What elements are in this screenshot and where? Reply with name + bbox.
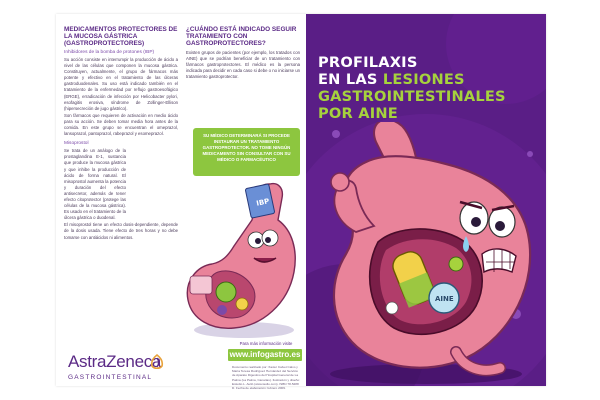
cover-title (318, 54, 543, 122)
aine-pill-label: AINE (435, 295, 454, 303)
paragraph-ibp-2: Son fármacos que requieren de activación en medio ácido para su acción. Se deben tomar media hora antes de la comida. En este grupo se encuentran el omeprazol, lansoprazol, pantoprazol, rabeprazol y esomeprazol. (64, 112, 178, 137)
warning-box: SU MÉDICO DETERMINARÁ SI PROCEDE INSTAURAR UN TRATAMIENTO GASTROPROTECTOR. NO TOME NINGÚN MEDICAMENTO SIN CONSULTAR CON SU MÉDICO O FARMACÉUTICO (193, 128, 300, 176)
astrazeneca-mark-icon (150, 354, 164, 370)
ibp-box-label: IBP (255, 197, 271, 208)
stomach-character-illustration (306, 122, 546, 386)
subtitle-ibp: Inhibidores de la bomba de protones (IBP) (64, 50, 155, 55)
brochure (56, 14, 546, 391)
cover-panel (306, 14, 546, 386)
title-line-4b: AINE (358, 105, 398, 122)
column-gastroprotectores (64, 26, 178, 380)
title-line-1: PROFILAXIS (318, 54, 418, 71)
title-line-2 (318, 71, 543, 88)
title-line-4 (318, 105, 543, 122)
title-line-3: GASTROINTESTINALES (318, 88, 506, 105)
stomach-illustration-small (182, 180, 302, 342)
title-line-4a: POR (318, 105, 359, 122)
title-line-2b: LESIONES (382, 71, 465, 88)
section-title-medicamentos: MEDICAMENTOS PROTECTORES DE LA MUCOSA GÁSTRICA (GASTROPROTECTORES) (64, 26, 178, 47)
logo-name: AstraZeneca (68, 352, 162, 371)
astrazeneca-logo (68, 352, 168, 381)
subtitle-misoprostol: Misoprostol (64, 141, 89, 147)
title-line-2a: EN LAS (318, 71, 383, 88)
paragraph-misoprostol-1: Se trata de un análogo de la prostaglandina E-1, sustancia que produce la mucosa gástrica y que inhibe la producción de ácido de forma natural. El misoprostol aumenta la potencia y duración del efecto antisecretor, además de tener efecto citoprotector (protege las células de la mucosa gástrica). Es usado en el tratamiento de la úlcera gástrica o duodenal. (64, 148, 126, 221)
website-link[interactable]: www.infogastro.es (229, 350, 301, 359)
paragraph-misoprostol-2: El misoprostol tiene un efecto dosis-dependiente, depende de la dosis usada. Tiene efecto de tres horas y no debe tomarse con antiácidos ni alimentos. (64, 222, 178, 240)
credits-text: Documento realizado por: Xavier Calvet Calvo y María Teresa Rodríguez Hernández del Servicio de Aparato Digestivo del Hospital General de La Palma (La Palma, Canarias). Ilustración y diseño: Estudio L. Aulló (www.laullo.com). ISBN 78-5288 D. Fecha de elaboración: febrero 2009. (232, 365, 300, 391)
paragraph-ibp-1: Su acción consiste en interrumpir la producción de ácido a nivel de las células que componen la mucosa gástrica. Constituyen, actualmente, el grupo de fármacos más potente y efectivo en el tratamiento de las úlceras gastroduodenales. Su uso está indicado también en el tratamiento de la enfermedad por reflujo gastroesofágico (ERGE), erradicación de infección por Helicobacter pylori, esofagitis erosiva, síndrome de Zollinger-Ellison (hipersecreción de jugo gástrico). (64, 57, 178, 111)
paragraph-cuando: Existen grupos de pacientes (por ejemplo, los tratados con AINE) que se podrían beneficiar de un tratamiento con fármacos gastroprotectores. El médico es la persona indicada para decidir en cada caso si debe o no iniciarse un tratamiento gastroprotector. (186, 50, 300, 80)
more-info-text: Para más información visite (239, 341, 293, 346)
section-title-cuando: ¿CUÁNDO ESTÁ INDICADO SEGUIR TRATAMIENTO CON GASTROPROTECTORES? (186, 26, 297, 47)
logo-subtitle: GASTROINTESTINAL (68, 374, 153, 381)
inner-panel (56, 14, 306, 391)
